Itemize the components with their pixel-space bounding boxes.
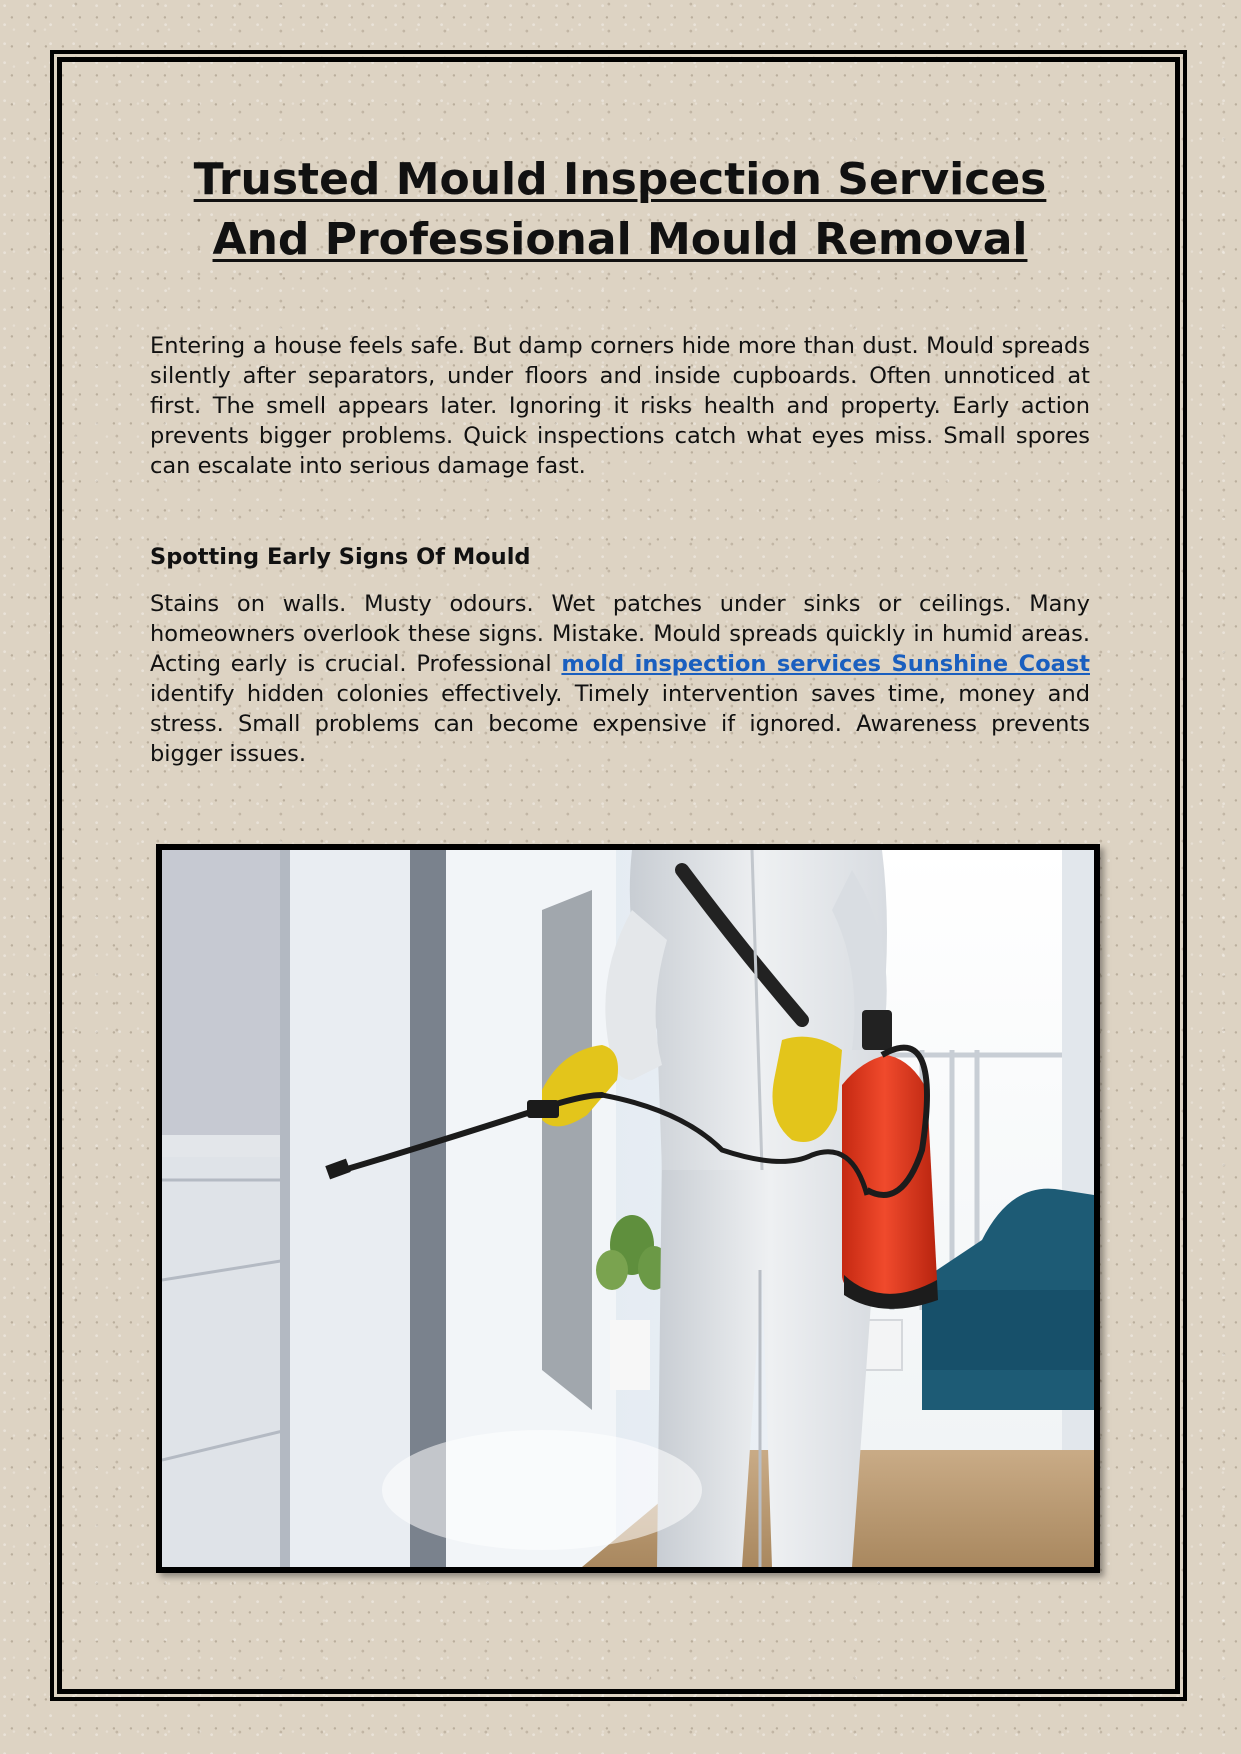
- page-title-line-1: Trusted Mould Inspection Services: [193, 154, 1047, 205]
- section-text-before-link: Stains on walls. Musty odours. Wet patches under sinks or ceilings. Many homeowners overlook these signs. Mistake. Mould spreads quickly in humid areas. Acting early is crucial. Professional: [150, 591, 1090, 677]
- worker-spraying-illustration: [162, 850, 1094, 1567]
- section-heading: Spotting Early Signs Of Mould: [150, 544, 531, 570]
- page-title: [150, 150, 1090, 270]
- mold-inspection-link[interactable]: mold inspection services Sunshine Coast: [561, 651, 1090, 677]
- section-text-after-link: identify hidden colonies effectively. Timely intervention saves time, money and stress. Small problems can become expensive if ignored. Awareness prevents bigger issues.: [150, 681, 1090, 767]
- mould-removal-photo: [156, 844, 1100, 1573]
- page-title-line-2: And Professional Mould Removal: [212, 214, 1028, 265]
- article: [150, 150, 1090, 769]
- intro-paragraph: Entering a house feels safe. But damp corners hide more than dust. Mould spreads silently after separators, under floors and inside cupboards. Often unnoticed at first. The smell appears later. Ignoring it risks health and property. Early action prevents bigger problems. Quick inspections catch what eyes miss. Small spores can escalate into serious damage fast.: [150, 333, 1090, 479]
- section-paragraph: [150, 589, 1090, 769]
